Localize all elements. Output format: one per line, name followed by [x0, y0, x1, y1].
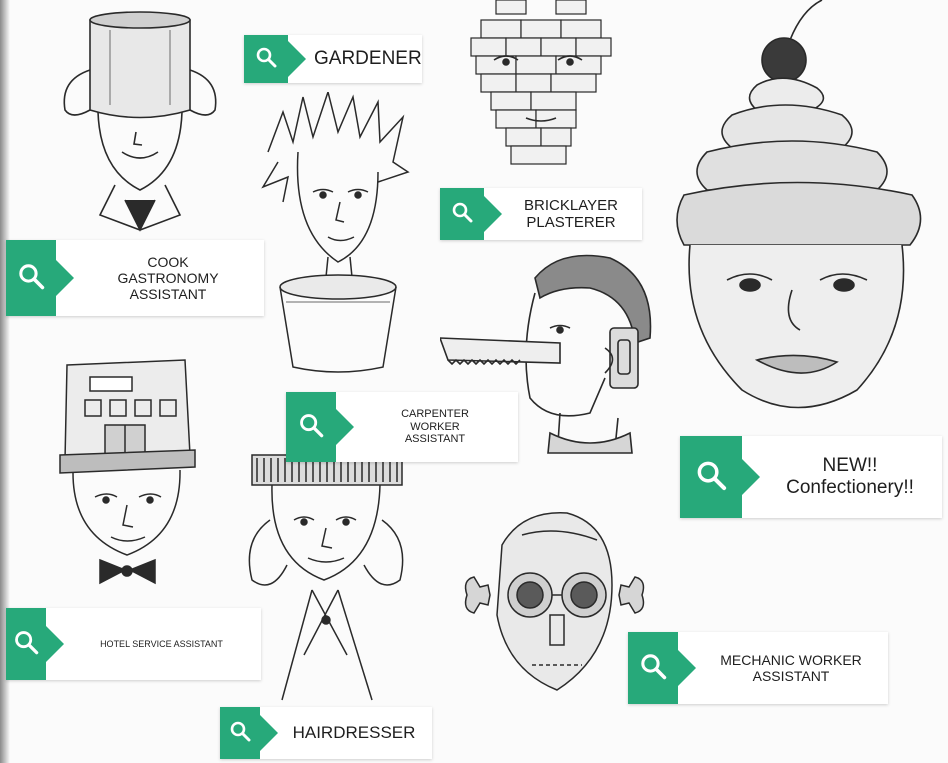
hotel-illustration [55, 355, 205, 595]
gardener-tag-badge [244, 35, 288, 83]
hairdresser-tag-badge [220, 707, 260, 759]
hotel-tag[interactable] [6, 608, 261, 680]
search-icon [255, 46, 277, 73]
hotel-tag-badge [6, 608, 46, 680]
gardener-tag-label: GARDENER [314, 48, 422, 70]
search-icon [451, 201, 473, 228]
bricklayer-tag[interactable] [440, 188, 642, 240]
search-icon [13, 629, 39, 660]
hairdresser-illustration [242, 450, 412, 710]
confectionery-tag-label: NEW!! Confectionery!! [786, 455, 914, 498]
search-icon [639, 652, 667, 685]
mechanic-tag-label: MECHANIC WORKER ASSISTANT [720, 651, 862, 684]
gardener-illustration [258, 92, 418, 377]
carpenter-tag-badge [286, 392, 336, 462]
confectionery-illustration [672, 0, 932, 430]
carpenter-tag[interactable] [286, 392, 518, 462]
confectionery-tag[interactable] [680, 436, 942, 518]
search-icon [17, 262, 45, 295]
mechanic-tag-badge [628, 632, 678, 704]
hotel-tag-label: HOTEL SERVICE ASSISTANT [100, 638, 223, 649]
cook-tag-label: COOK GASTRONOMY ASSISTANT [117, 253, 219, 303]
mechanic-illustration [462, 505, 647, 700]
cook-tag[interactable] [6, 240, 264, 316]
carpenter-tag-label: CARPENTER WORKER ASSISTANT [401, 408, 469, 446]
cook-tag-badge [6, 240, 56, 316]
bricklayer-tag-label: BRICKLAYER PLASTERER [524, 196, 618, 231]
hairdresser-tag[interactable] [220, 707, 432, 759]
search-icon [695, 459, 727, 496]
bricklayer-illustration [466, 0, 616, 170]
gardener-tag[interactable] [244, 35, 422, 83]
confectionery-tag-badge [680, 436, 742, 518]
search-icon [229, 720, 251, 747]
bricklayer-tag-badge [440, 188, 484, 240]
mechanic-tag[interactable] [628, 632, 888, 704]
cook-illustration [50, 0, 230, 235]
search-icon [298, 412, 324, 443]
hairdresser-tag-label: HAIRDRESSER [292, 723, 416, 743]
